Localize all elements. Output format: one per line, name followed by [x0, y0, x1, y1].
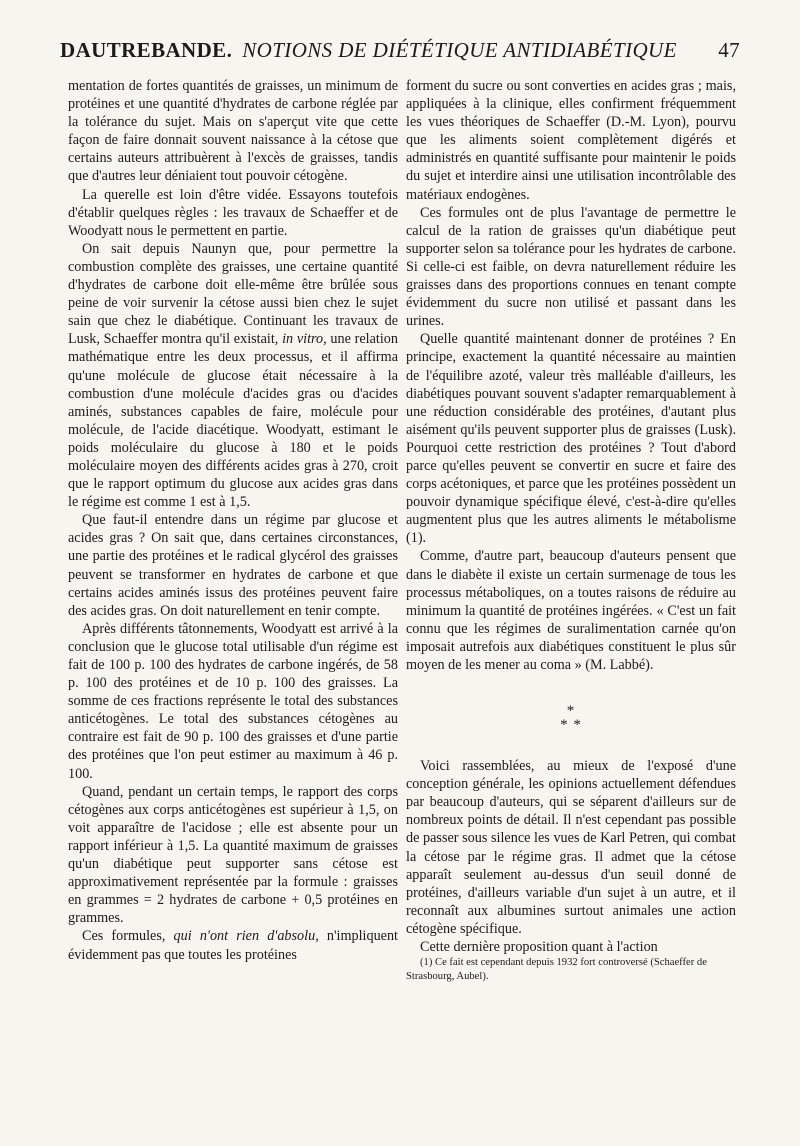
- italic-text: qui n'ont rien d'absolu: [173, 928, 316, 945]
- paragraph: [68, 927, 398, 963]
- footnote: (1) Ce fait est cependant depuis 1932 fort controversé (Schaeffer de Strasbourg, Aubel).: [406, 957, 707, 983]
- asterism-bottom: * *: [560, 717, 582, 734]
- text-run: , une relation mathématique entre les deux processus, et il affirma qu'une molécule de glucose était nécessaire à la combustion d'une molécule d'acides gras ou d'acides aminés, substances capables de faire, molécule pour molécule, de l'acide diacétique. Woodyatt, estimant le poids moléculaire du glucose à 180 et le poids moléculaire moyen des différents acides gras à 270, croit que le rapport optimum du glucose aux acides gras dans le régime est comme 1 est à 1,5.: [68, 331, 398, 511]
- header-title: NOTIONS DE DIÉTÉTIQUE ANTIDIABÉTIQUE: [242, 38, 677, 62]
- italic-text: in vitro: [282, 331, 324, 348]
- left-column: [68, 77, 398, 964]
- text-run: On sait depuis Naunyn que, pour permettre la combustion complète des graisses, une certaine quantité d'hydrates de carbone doit elle-même être brûlée sous peine de voir survenir la cétose aussi bien chez le sujet sain que chez le diabétique. Continuant les travaux de Lusk, Schaeffer montra qu'il existait,: [68, 240, 398, 348]
- asterism-top: *: [566, 703, 576, 720]
- paragraph: Que faut-il entendre dans un régime par glucose et acides gras ? On sait que, dans certaines circonstances, une partie des protéines et le radical glycérol des graisses peuvent se transformer en hydrates de carbone et que certains acides aminés issus des protéines peuvent faire des acides gras. On doit naturellement en tenir compte.: [68, 512, 398, 619]
- right-column: [406, 77, 736, 984]
- page-number: 47: [718, 38, 740, 62]
- section-separator-asterism: [406, 704, 736, 732]
- paragraph: Ces formules ont de plus l'avantage de permettre le calcul de la ration de graisses qu'un diabétique peut supporter selon sa tolérance pour les hydrates de carbone. Si celle-ci est faible, on devra naturellement réduire les graisses dans des proportions connues en tenant compte évidemment du sucre non utilisé et passant dans les urines.: [406, 204, 736, 330]
- paragraph: Voici rassemblées, au mieux de l'exposé d'une conception générale, les opinions actuellement défendues par beaucoup d'auteurs, qui se séparent d'ailleurs sur de nombreux points de détail. Il n'est cependant pas possible de passer sous silence les vues de Karl Petren, qui combat la cétose par le régime gras. Il admet que la cétose apparaît seulement au-dessus d'un seuil donné de protéines, d'ailleurs variable d'un sujet à un autre, et il reconnaît aux albumines surtout animales une action cétogène spécifique.: [406, 758, 736, 937]
- text-run: Ces formules,: [82, 928, 166, 945]
- paragraph: Comme, d'autre part, beaucoup d'auteurs pensent que dans le diabète il existe un certain surmenage de tous les processus métaboliques, on a toutes raisons de réduire au minimum la quantité de protéines ingérées. « C'est un fait connu que les régimes de suralimentation carnée qu'on imposait autrefois aux diabétiques constituent le plus sûr moyen de les mener au coma » (M. Labbé).: [406, 548, 736, 673]
- paragraph: La querelle est loin d'être vidée. Essayons toutefois d'établir quelques règles : les travaux de Schaeffer et de Woodyatt nous le permettent en partie.: [68, 186, 398, 239]
- paragraph: [68, 240, 398, 511]
- paragraph: Cette dernière proposition quant à l'action: [420, 939, 658, 956]
- paragraph: Quelle quantité maintenant donner de protéines ? En principe, exactement la quantité nécessaire au maintien de l'équilibre azoté, valeur très malléable d'ailleurs, les diabétiques pouvant souvent s'adapter remarquablement à une réduction considérable des protéines, d'autant plus aisément qu'ils peuvent supporter plus de graisses (Lusk). Pourquoi cette restriction des protéines ? Tout d'abord parce qu'elles peuvent se convertir en sucre et faire des corps acétoniques, et parce que les protéines possèdent un pouvoir dynamique spécifique élevé, c'est-à-dire qu'elles augmentent plus que les autres aliments le métabolisme (1).: [406, 331, 736, 547]
- running-header: [60, 38, 740, 68]
- text-run: , n'impliquent évidemment pas que toutes les protéines: [68, 928, 398, 963]
- paragraph: Après différents tâtonnements, Woodyatt est arrivé à la conclusion que le glucose total utilisable d'un régime est fait de 100 p. 100 des hydrates de carbone ingérés, de 58 p. 100 des protéines et de 10 p. 100 des graisses. La somme de ces fractions représente le total des substances anticétogènes. Le total des substances cétogènes au contraire est fait de 90 p. 100 des graisses et d'une partie des protéines que l'on peut estimer au maximum à 46 p. 100.: [68, 620, 398, 782]
- paragraph: forment du sucre ou sont converties en acides gras ; mais, appliquées à la clinique, elles confirment fréquemment les vues théoriques de Schaeffer (D.-M. Lyon), pourvu que les aliments soient complètement digérés et administrés en quantité suffisante pour maintenir le poids du sujet et interdire ainsi une utilisation incontrôlable des matériaux endogènes.: [406, 78, 736, 203]
- paragraph: Quand, pendant un certain temps, le rapport des corps cétogènes aux corps anticétogènes est supérieur à 1,5, on voit apparaître de l'acidose ; elle est absente pour un rapport inférieur à 1,5. La quantité maximum de graisses qu'un diabétique peut supporter sans cétose est approximativement représentée par la formule : graisses en grammes = 2 hydrates de carbone + 0,5 protéines en grammes.: [68, 783, 398, 927]
- header-author: DAUTREBANDE.: [60, 38, 233, 62]
- paragraph: mentation de fortes quantités de graisses, un minimum de protéines et une quantité d'hydrates de carbone réglée par la tolérance du sujet. Mais on s'aperçut vite que cette façon de faire donnait souvent naissance à la cétose que certains auteurs attribuèrent à l'excès de graisses, tandis que d'autres leur déniaient tout pouvoir cétogène.: [68, 78, 398, 185]
